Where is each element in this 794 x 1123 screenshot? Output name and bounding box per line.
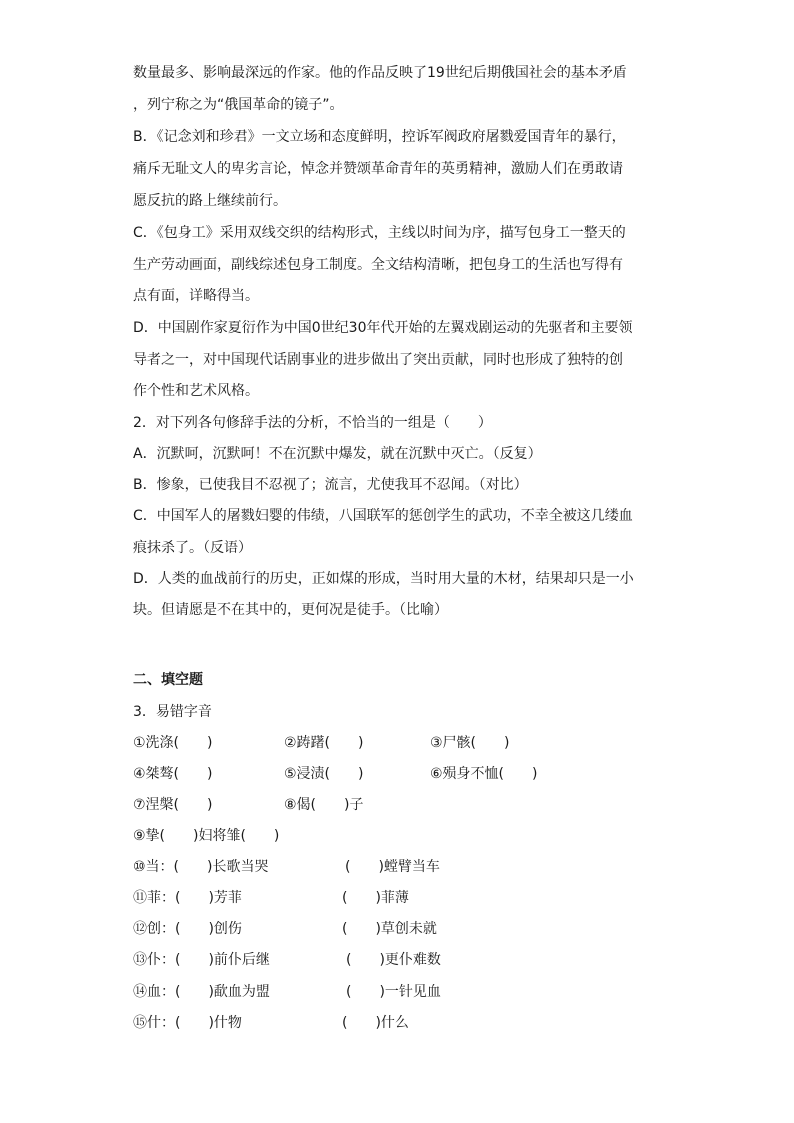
pinyin-item: ①洗涤( ) [133,735,213,751]
pinyin-pair-left: ⑬仆：( )前仆后继 [133,952,270,968]
pinyin-pair-right: ( )一针见血 [346,984,441,1000]
pinyin-pair-right: ( )螳臂当车 [345,859,440,875]
q2-stem: 2．对下列各句修辞手法的分析，不恰当的一组是（ ） [133,415,492,431]
q1-option-b-line2: 痛斥无耻文人的卑劣言论，悼念并赞颂革命青年的英勇精神，激励人们在勇敢请 [133,161,623,177]
section-title: 二、填空题 [133,672,203,688]
pinyin-item: ⑧偈( )子 [284,797,364,813]
q1-option-b-line3: 愿反抗的路上继续前行。 [133,193,287,209]
q1-option-a-line2: ，列宁称之为“俄国革命的镜子”。 [133,97,344,113]
pinyin-pair-left: ⑪菲：( )芳菲 [133,890,242,906]
pinyin-item: ⑦涅槃( ) [133,797,213,813]
q1-option-d-line3: 作个性和艺术风格。 [133,383,259,399]
pinyin-pair-right: ( )更仆难数 [346,952,441,968]
pinyin-item: ⑤浸渍( ) [284,766,364,782]
q2-option-c-line1: C．中国军人的屠戮妇婴的伟绩，八国联军的惩创学生的武功，不幸全被这几缕血 [133,508,633,524]
q1-option-c-line2: 生产劳动画面，副线综述包身工制度。全文结构清晰，把包身工的生活也写得有 [133,257,623,273]
pinyin-pair-left: ⑩当：( )长歌当哭 [133,859,269,875]
pinyin-pair-left: ⑮什：( )什物 [133,1015,242,1031]
q1-option-a-line1: 数量最多、影响最深远的作家。他的作品反映了19世纪后期俄国社会的基本矛盾 [133,65,627,81]
q2-option-a: A．沉默呵，沉默呵！不在沉默中爆发，就在沉默中灭亡。（反复） [133,446,542,462]
pinyin-pair-right: ( )草创未就 [342,921,437,937]
pinyin-item: ⑨挚( )妇将雏( ) [133,828,280,844]
q1-option-c-line1: C．《包身工》采用双线交织的结构形式，主线以时间为序，描写包身工一整天的 [133,225,626,241]
q1-option-b-line1: B．《记念刘和珍君》一文立场和态度鲜明，控诉军阀政府屠戮爱国青年的暴行， [133,129,626,145]
pinyin-item: ②踌躇( ) [284,735,364,751]
q2-option-b: B．惨象，已使我目不忍视了；流言，尤使我耳不忍闻。（对比） [133,477,528,493]
q1-option-c-line3: 点有面，详略得当。 [133,288,259,304]
pinyin-pair-left: ⑫创：( )创伤 [133,921,242,937]
pinyin-pair-left: ⑭血：( )歃血为盟 [133,984,270,1000]
q3-stem: 3．易错字音 [133,704,212,720]
pinyin-item: ④桀骜( ) [133,766,213,782]
pinyin-pair-right: ( )菲薄 [342,890,409,906]
q1-option-d-line2: 导者之一，对中国现代话剧事业的进步做出了突出贡献，同时也形成了独特的创 [133,352,623,368]
q1-option-d-line1: D．中国剧作家夏衍作为中国0世纪30年代开始的左翼戏剧运动的先驱者和主要领 [133,320,633,336]
q2-option-d-line1: D．人类的血战前行的历史，正如煤的形成，当时用大量的木材，结果却只是一小 [133,571,634,587]
pinyin-pair-right: ( )什么 [342,1015,409,1031]
pinyin-item: ⑥殒身不恤( ) [430,766,538,782]
pinyin-item: ③尸骸( ) [430,735,510,751]
q2-option-c-line2: 痕抹杀了。（反语） [133,540,252,556]
q2-option-d-line2: 块。但请愿是不在其中的，更何况是徒手。（比喻） [133,602,448,618]
